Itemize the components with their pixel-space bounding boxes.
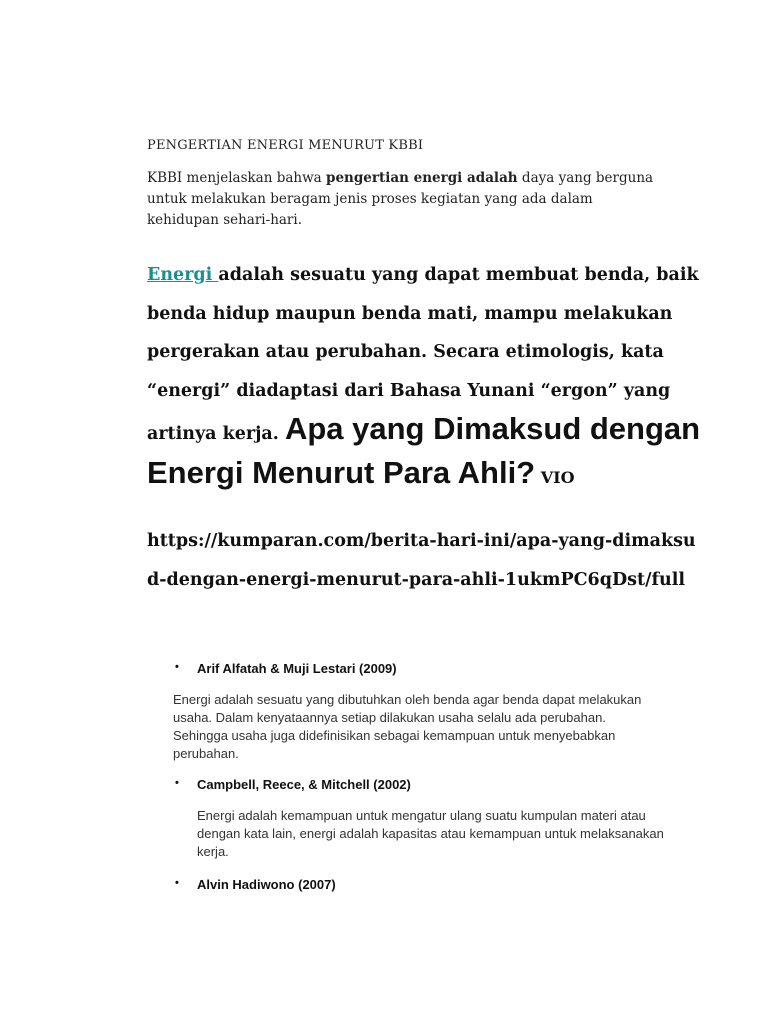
intro-paragraph	[147, 168, 667, 231]
expert-name: Campbell, Reece, & Mitchell (2002)	[197, 777, 411, 792]
definition-paragraph	[147, 256, 707, 497]
section-heading: PENGERTIAN ENERGI MENURUT KBBI	[147, 138, 424, 153]
expert-name: Arif Alfatah & Muji Lestari (2009)	[197, 661, 397, 676]
expert-description-2: Energi adalah kemampuan untuk mengatur ulang suatu kumpulan materi atau dengan kata lain, energi adalah kapasitas atau kemampuan untuk melaksanakan kerja.	[197, 808, 664, 859]
intro-rest: daya yang berguna untuk melakukan beragam jenis proses kegiatan yang ada dalam kehidupan sehari-hari.	[147, 170, 654, 228]
expert-name: Alvin Hadiwono (2007)	[197, 877, 336, 892]
expert-item-3	[175, 877, 336, 892]
vio-label: VIO	[535, 467, 575, 487]
intro-bold-term: pengertian energi adalah	[326, 170, 518, 186]
source-url: https://kumparan.com/berita-hari-ini/apa-yang-dimaksud-dengan-energi-menurut-para-ahli-1ukmPC6qDst/full	[147, 531, 696, 590]
question-heading: Apa yang Dimaksud dengan Energi Menurut Para Ahli?	[147, 411, 701, 490]
expert-description-1: Energi adalah sesuatu yang dibutuhkan oleh benda agar benda dapat melakukan usaha. Dalam kenyataannya setiap dilakukan usaha selalu ada perubahan. Sehingga usaha juga didefinisikan sebagai kemampuan untuk menyebabkan perubahan.	[173, 692, 642, 761]
definition-text: adalah sesuatu yang dapat membuat benda, baik benda hidup maupun benda mati, mampu melakukan pergerakan atau perubahan. Secara etimologis, kata “energi” diadaptasi dari Bahasa Yunani “ergon” yang artinya kerja.	[147, 265, 699, 444]
bullet-icon: •	[175, 661, 179, 673]
bullet-icon: •	[175, 777, 179, 789]
intro-prefix: KBBI menjelaskan bahwa	[147, 170, 327, 186]
expert-item-2	[175, 777, 411, 792]
energi-link[interactable]: Energi	[147, 265, 219, 285]
expert-item-1	[175, 661, 397, 676]
bullet-icon: •	[175, 877, 179, 889]
